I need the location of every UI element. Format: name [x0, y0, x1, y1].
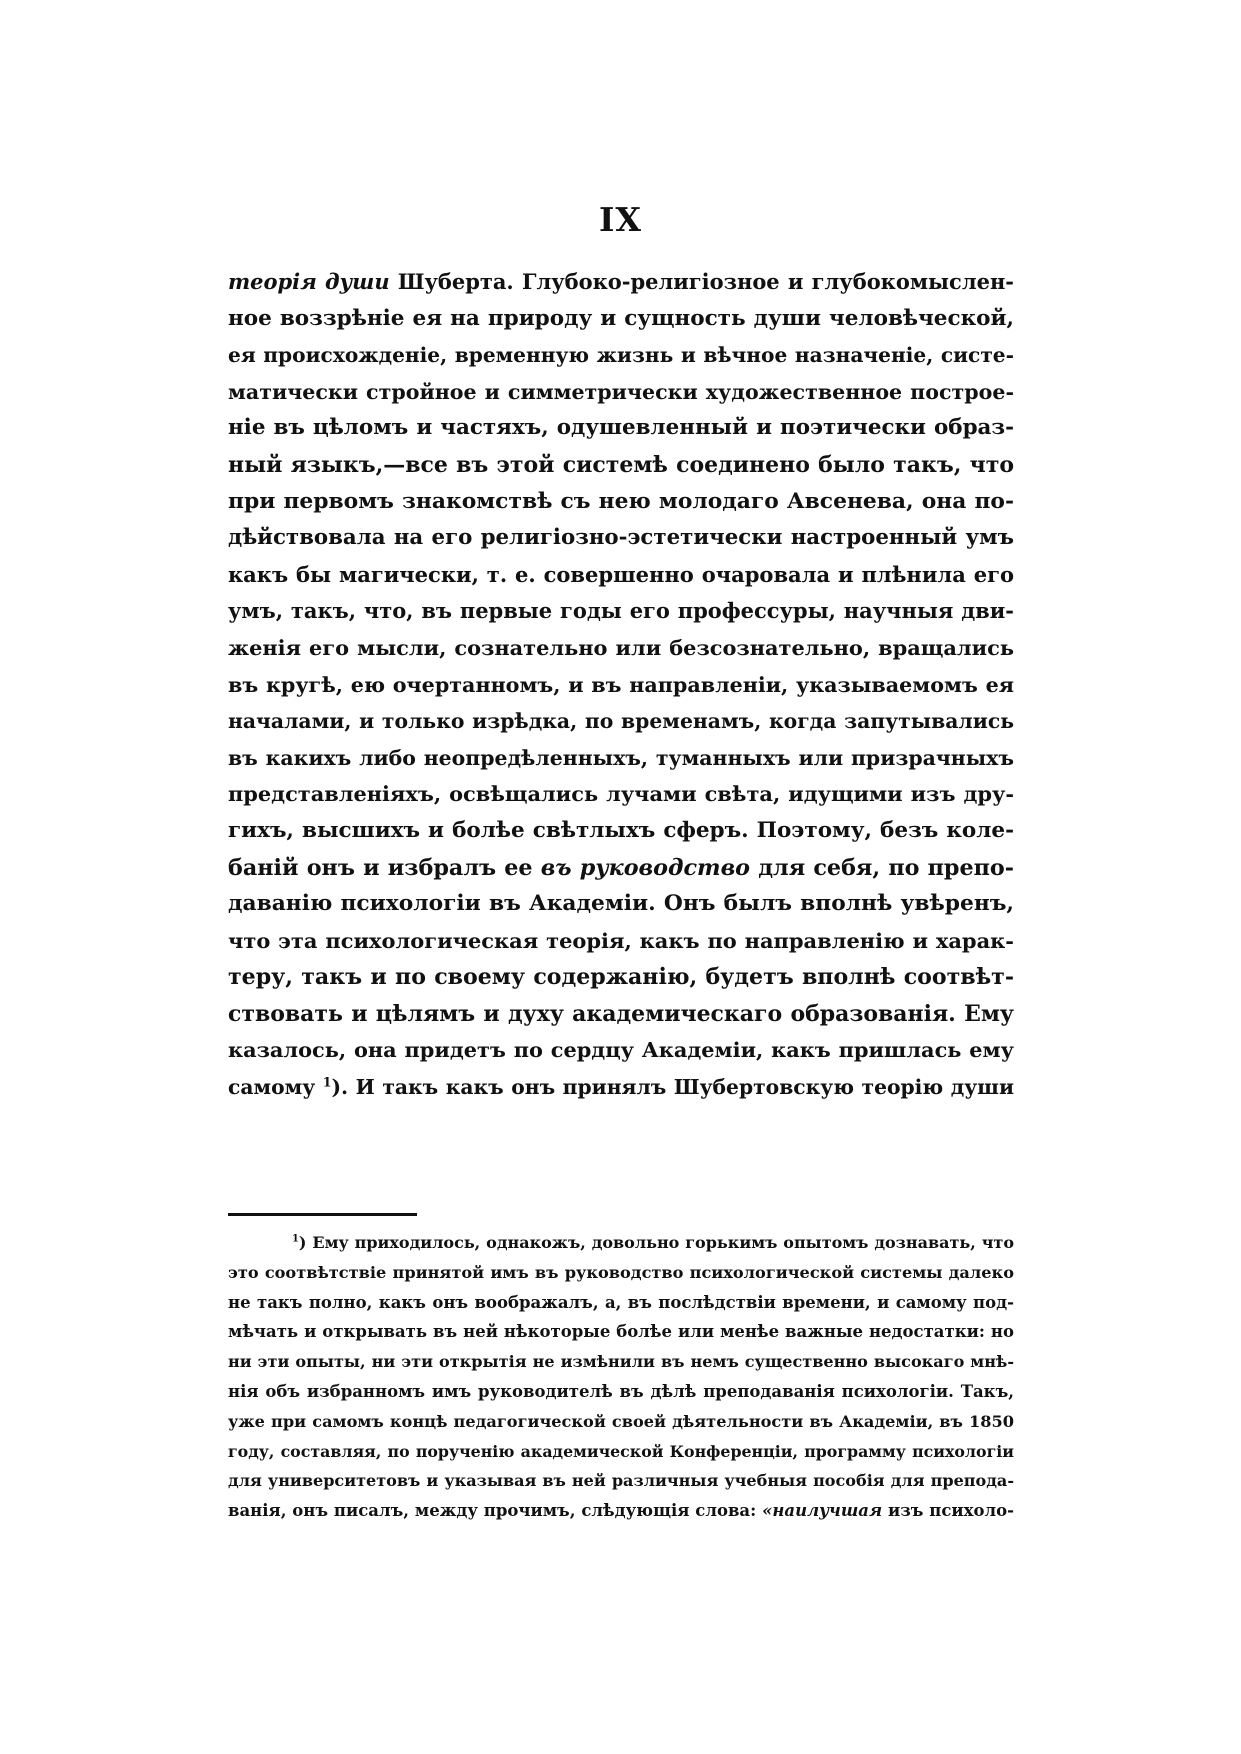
text-line: ея происхожденіе, временную жизнь и вѣчное назначеніе, систе- — [228, 343, 1014, 368]
footnote-block — [228, 1228, 1014, 1526]
italic-phrase: «наилучшая — [762, 1501, 883, 1521]
footnote-line: это соотвѣтствіе принятой имъ въ руководство психологической системы далеко — [228, 1262, 1014, 1282]
footnote-line: для университетовъ и указывая въ ней различныя учебныя пособія для препода- — [228, 1471, 1014, 1491]
text-line: гихъ, высшихъ и болѣе свѣтлыхъ сферъ. Поэтому, безъ коле- — [228, 817, 1014, 843]
text-line: представленіяхъ, освѣщались лучами свѣта, идущими изъ дру- — [228, 781, 1014, 807]
text-line: въ какихъ либо неопредѣленныхъ, туманныхъ или призрачныхъ — [228, 745, 1014, 770]
footnote-line: не такъ полно, какъ онъ воображалъ, а, въ послѣдствіи времени, и самому под- — [228, 1292, 1014, 1312]
footnote-line: ни эти опыты, ни эти открытія не измѣнили въ немъ существенно высокаго мнѣ- — [228, 1352, 1014, 1372]
text-line: началами, и только изрѣдка, по временамъ, когда запутывались — [228, 709, 1014, 734]
footnote-line: $^1$) Ему приходилось, однакожъ, довольно горькимъ опытомъ дознавать, что — [292, 1233, 1014, 1252]
text-line: казалось, она придетъ по сердцу Академіи, какъ пришлась ему — [228, 1037, 1014, 1063]
text-line: даванію психологіи въ Академіи. Онъ былъ вполнѣ увѣренъ, — [228, 891, 1014, 917]
text-line: матически стройное и симметрически художественное построе- — [228, 379, 1014, 404]
text-line: теру, такъ и по своему содержанію, будетъ вполнѣ соотвѣт- — [228, 964, 1014, 991]
italic-phrase: въ руководство — [540, 854, 751, 881]
text-line: дѣйствовала на его религіозно-эстетически настроенный умъ — [228, 525, 1014, 551]
text-line: женія его мысли, сознательно или безсознательно, вращались — [228, 634, 1014, 660]
text-line: ніе въ цѣломъ и частяхъ, одушевленный и поэтически образ- — [228, 415, 1014, 441]
footnote-line: уже при самомъ концѣ педагогической своей дѣятельности въ Академіи, въ 1850 — [228, 1411, 1014, 1431]
text-line: теорія души Шуберта. Глубоко-религіозное и глубокомыслен- — [228, 269, 1014, 294]
text-line: умъ, такъ, что, въ первые годы его профессуры, научныя дви- — [228, 598, 1014, 624]
text-line: ное воззрѣніе ея на природу и сущность души человѣческой, — [228, 305, 1014, 331]
text-line: ствовать и цѣлямъ и духу академическаго образованія. Ему — [228, 1000, 1014, 1027]
text-line: какъ бы магически, т. е. совершенно очаровала и плѣнила его — [228, 561, 1014, 587]
italic-phrase: теорія души — [228, 269, 390, 294]
footnote-line: году, составляя, по порученію академической Конференціи, программу психологіи — [228, 1441, 1014, 1461]
text-line: въ кругѣ, ею очертанномъ, и въ направленіи, указываемомъ ея — [228, 672, 1014, 697]
text-line: что эта психологическая теорія, какъ по направленію и харак- — [228, 927, 1014, 953]
footnote-ref: 1 — [322, 1074, 332, 1090]
page-number: IX — [598, 200, 643, 239]
footnote-line: мѣчать и открывать въ ней нѣкоторые болѣе или менѣе важные недостатки: но — [228, 1322, 1014, 1342]
text-line: самому $^1$). И такъ какъ онъ принялъ Шубертовскую теорію души — [228, 1074, 1014, 1100]
footnote-line: ванія, онъ писалъ, между прочимъ, слѣдующія слова: «наилучшая изъ психоло- — [228, 1501, 1014, 1521]
text-line: ный языкъ,—все въ этой системѣ соединено было такъ, что — [228, 451, 1014, 478]
footnote-marker: 1 — [292, 1233, 299, 1245]
footnote-line: нія объ избранномъ имъ руководителѣ въ дѣлѣ преподаванія психологіи. Такъ, — [228, 1381, 1014, 1401]
main-text — [228, 264, 1014, 1106]
text-line: баній онъ и избралъ ее въ руководство для себя, по препо- — [228, 854, 1015, 881]
footnote-divider — [228, 1213, 417, 1216]
text-line: при первомъ знакомствѣ съ нею молодаго Авсенева, она по- — [228, 488, 1014, 514]
